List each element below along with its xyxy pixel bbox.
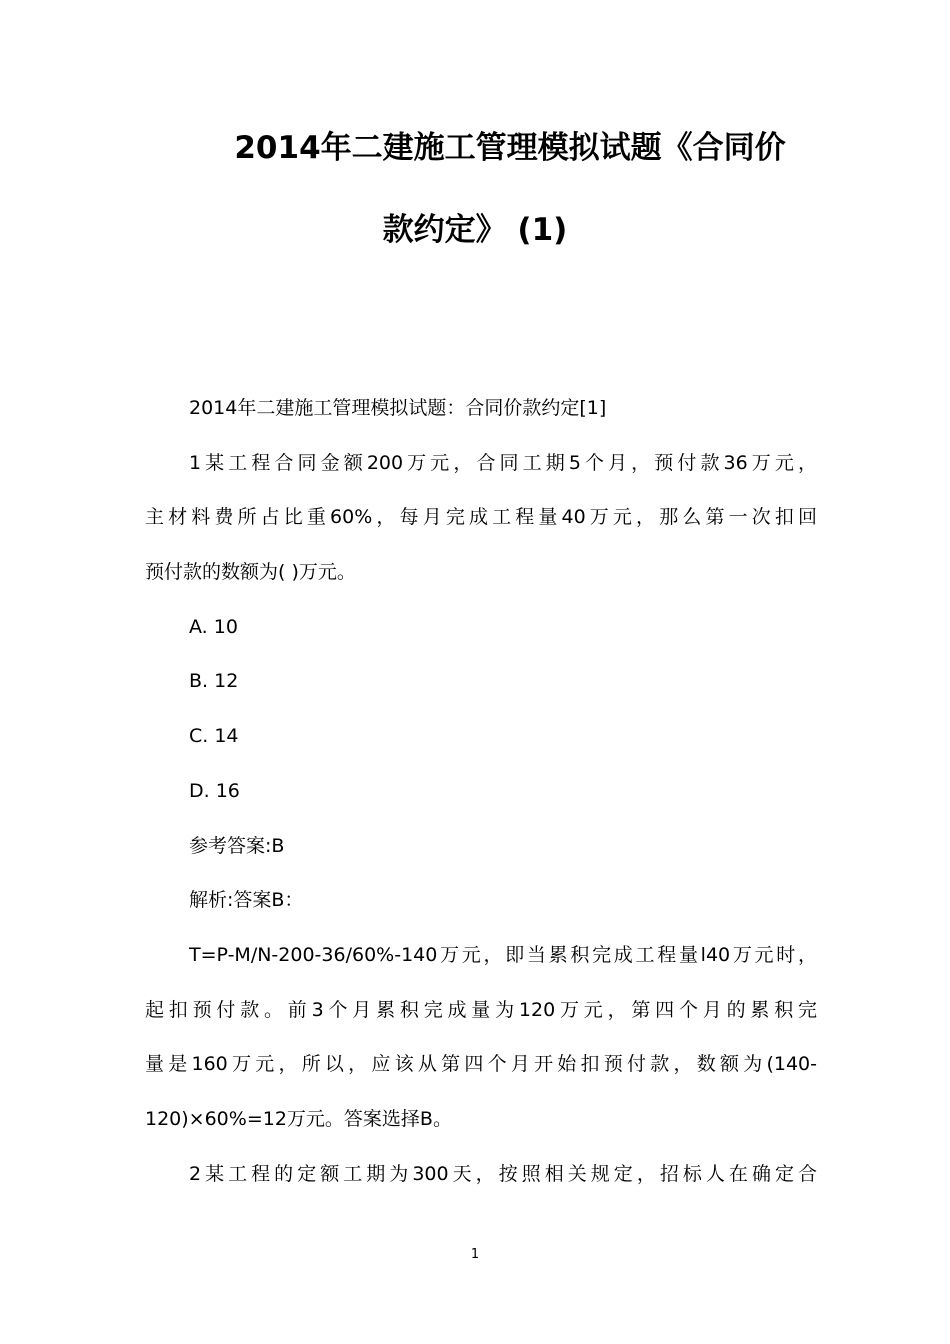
analysis-label: 解析:答案B： bbox=[189, 889, 304, 912]
option-c: C. 14 bbox=[189, 725, 239, 748]
document-title-line-1: 2014年二建施工管理模拟试题《合同价 bbox=[234, 130, 786, 166]
question-1-line-3: 预付款的数额为( )万元。 bbox=[145, 561, 356, 584]
analysis-line-1: T=P-M/N-200-36/60%-140万元，即当累积完成工程量l40万元时， bbox=[189, 943, 817, 966]
option-a: A. 10 bbox=[189, 615, 238, 638]
document-body bbox=[145, 395, 817, 1215]
question-1-line-1: 1某工程合同金额200万元，合同工期5个月，预付款36万元， bbox=[189, 451, 817, 474]
reference-answer: 参考答案:B bbox=[189, 834, 285, 857]
question-2-line-1: 2某工程的定额工期为300天，按照相关规定，招标人在确定合 bbox=[189, 1162, 817, 1185]
option-d: D. 16 bbox=[189, 779, 240, 802]
question-1-line-2: 主材料费所占比重60%，每月完成工程量40万元，那么第一次扣回 bbox=[145, 506, 817, 529]
analysis-line-2: 起扣预付款。前3个月累积完成量为120万元，第四个月的累积完 bbox=[145, 998, 817, 1021]
document-title-line-2: 款约定》 (1) bbox=[382, 212, 568, 248]
analysis-line-4: 120)×60%=12万元。答案选择B。 bbox=[145, 1107, 452, 1130]
page-number: 1 bbox=[470, 1247, 480, 1262]
option-b: B. 12 bbox=[189, 670, 239, 693]
paragraph-heading: 2014年二建施工管理模拟试题：合同价款约定[1] bbox=[189, 397, 607, 419]
analysis-line-3: 量是160万元，所以，应该从第四个月开始扣预付款，数额为(140- bbox=[145, 1053, 817, 1076]
